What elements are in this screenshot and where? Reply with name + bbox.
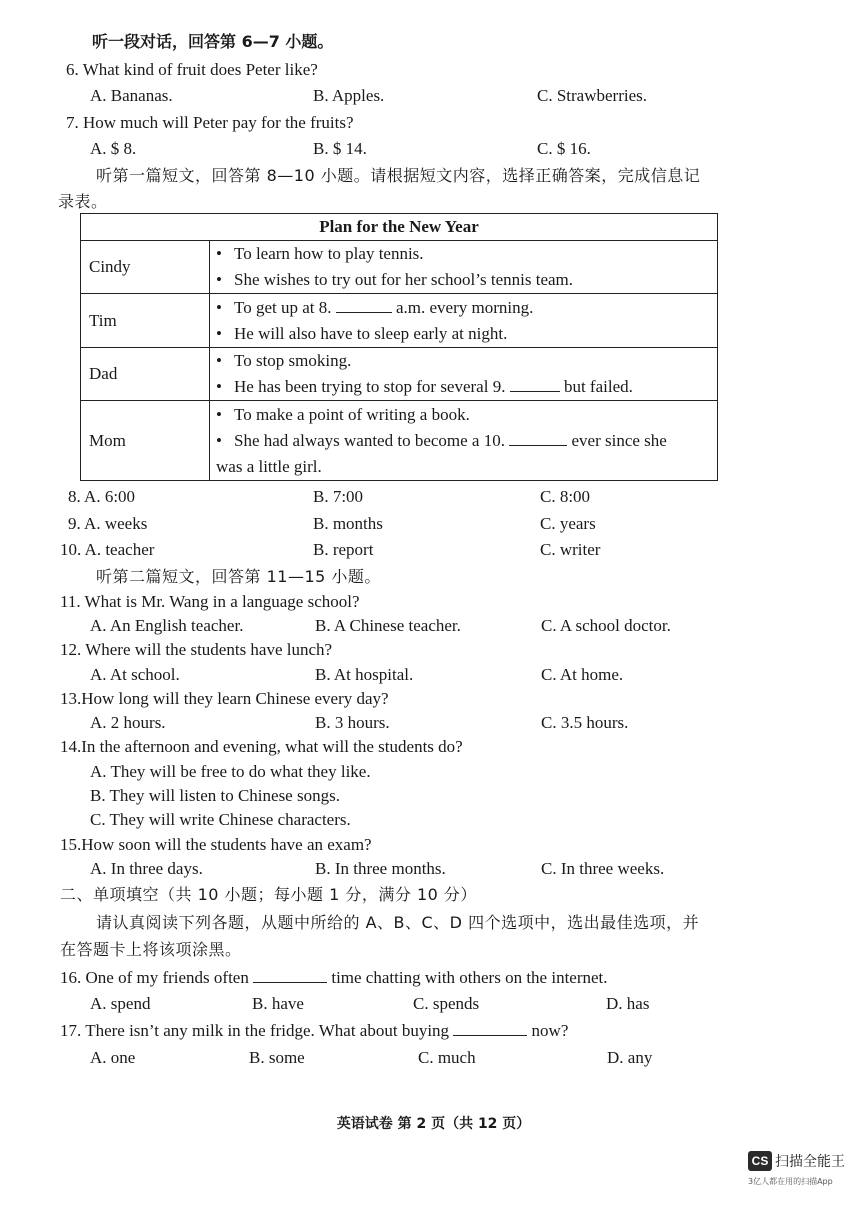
q16-option-a: A. spend bbox=[90, 994, 151, 1013]
q6-option-c: C. Strawberries. bbox=[537, 86, 648, 105]
answer-blank-9 bbox=[510, 377, 560, 392]
q7-option-b: B. $ 14. bbox=[313, 139, 367, 158]
plan-row-name: Tim bbox=[81, 294, 210, 348]
plan-row-cindy bbox=[81, 241, 718, 294]
plan-row-name: Mom bbox=[81, 401, 210, 481]
q16-stem-pre: 16. One of my friends often bbox=[60, 968, 249, 987]
plan-row-content: • To learn how to play tennis. • She wishes to try out for her school’s tennis team. bbox=[210, 241, 718, 294]
section2-heading: 二、单项填空（共 10 小题；每小题 1 分，满分 10 分） bbox=[60, 885, 477, 904]
plan-row-name: Cindy bbox=[81, 241, 210, 294]
q14-option-a: A. They will be free to do what they like. bbox=[90, 762, 371, 781]
q7-option-c: C. $ 16. bbox=[537, 139, 591, 158]
plan-row-content: • To stop smoking. • He has been trying to stop for several 9. but failed. bbox=[210, 348, 718, 401]
q17-stem-post: now? bbox=[531, 1021, 569, 1040]
answer-blank-10 bbox=[509, 431, 567, 446]
plan-row-content: • To make a point of writing a book. • She had always wanted to become a 10. ever since she was a little girl. bbox=[210, 401, 718, 481]
q17-stem-pre: 17. There isn’t any milk in the fridge. What about buying bbox=[60, 1021, 450, 1040]
q13-option-c: C. 3.5 hours. bbox=[541, 713, 629, 732]
q14-option-c: C. They will write Chinese characters. bbox=[90, 810, 351, 829]
q7-stem: 7. How much will Peter pay for the fruits? bbox=[66, 113, 354, 132]
plan-line: To make a point of writing a book. bbox=[234, 404, 470, 424]
q12-option-c: C. At home. bbox=[541, 665, 624, 684]
plan-line: To learn how to play tennis. bbox=[234, 244, 424, 263]
q16-option-d: D. has bbox=[606, 994, 650, 1013]
q17-option-c: C. much bbox=[418, 1048, 476, 1067]
plan-line: ever since she bbox=[571, 430, 667, 450]
plan-line: She had always wanted to become a 10. bbox=[234, 430, 505, 450]
plan-line: He has been trying to stop for several 9. bbox=[234, 377, 506, 396]
q16-stem-post: time chatting with others on the internet. bbox=[331, 968, 608, 987]
q15-option-a: A. In three days. bbox=[90, 859, 203, 878]
q12-option-a: A. At school. bbox=[90, 665, 180, 684]
page-footer: 英语试卷 第 2 页（共 12 页） bbox=[336, 1116, 531, 1132]
q12-stem: 12. Where will the students have lunch? bbox=[60, 640, 333, 659]
q9-option-b: B. months bbox=[313, 514, 383, 533]
q10-option-c: C. writer bbox=[540, 540, 601, 559]
q11-stem: 11. What is Mr. Wang in a language school? bbox=[60, 592, 360, 611]
q17-option-a: A. one bbox=[90, 1048, 136, 1067]
q15-option-b: B. In three months. bbox=[315, 859, 446, 878]
passage1-instruction-line2: 录表。 bbox=[58, 192, 108, 211]
q15-option-c: C. In three weeks. bbox=[541, 859, 665, 878]
plan-row-mom bbox=[81, 401, 718, 481]
scanner-app-name: 扫描全能王 bbox=[775, 1154, 845, 1171]
plan-table bbox=[80, 213, 718, 481]
q7-option-a: A. $ 8. bbox=[90, 139, 137, 158]
plan-row-tim bbox=[81, 294, 718, 348]
scanner-tagline: 3亿人都在用的扫描App bbox=[748, 1177, 833, 1186]
q13-option-a: A. 2 hours. bbox=[90, 713, 166, 732]
q17-stem bbox=[60, 1021, 568, 1041]
plan-line: He will also have to sleep early at night. bbox=[234, 323, 508, 343]
q14-option-b: B. They will listen to Chinese songs. bbox=[90, 786, 340, 805]
answer-blank-8 bbox=[336, 298, 392, 313]
q11-option-b: B. A Chinese teacher. bbox=[315, 616, 461, 635]
plan-line: was a little girl. bbox=[216, 456, 322, 476]
plan-table-title: Plan for the New Year bbox=[81, 214, 718, 241]
q9-option-a: 9. A. weeks bbox=[68, 514, 148, 533]
q9-option-c: C. years bbox=[540, 514, 596, 533]
q16-option-b: B. have bbox=[252, 994, 304, 1013]
q13-stem: 13.How long will they learn Chinese every day? bbox=[60, 689, 389, 708]
plan-row-dad bbox=[81, 348, 718, 401]
passage1-instruction-line1: 听第一篇短文，回答第 8—10 小题。请根据短文内容，选择正确答案，完成信息记 bbox=[96, 166, 701, 185]
q8-option-b: B. 7:00 bbox=[313, 487, 364, 506]
answer-blank-17 bbox=[453, 1021, 527, 1036]
q17-option-b: B. some bbox=[249, 1048, 305, 1067]
plan-line: but failed. bbox=[563, 377, 633, 396]
plan-line: To stop smoking. bbox=[234, 351, 352, 370]
plan-line: To get up at 8. bbox=[234, 297, 332, 317]
q11-option-a: A. An English teacher. bbox=[90, 616, 244, 635]
q16-option-c: C. spends bbox=[413, 994, 480, 1013]
q16-stem bbox=[60, 968, 608, 988]
passage2-instruction: 听第二篇短文，回答第 11—15 小题。 bbox=[96, 567, 381, 586]
plan-row-content: • To get up at 8. a.m. every morning. • He will also have to sleep early at night. bbox=[210, 294, 718, 348]
q8-option-a: 8. A. 6:00 bbox=[68, 487, 136, 506]
answer-blank-16 bbox=[253, 968, 327, 983]
q6-stem: 6. What kind of fruit does Peter like? bbox=[66, 60, 318, 79]
q11-option-c: C. A school doctor. bbox=[541, 616, 671, 635]
q13-option-b: B. 3 hours. bbox=[315, 713, 390, 732]
q10-option-a: 10. A. teacher bbox=[60, 540, 155, 559]
q6-option-a: A. Bananas. bbox=[90, 86, 173, 105]
q6-option-b: B. Apples. bbox=[313, 86, 385, 105]
cs-logo-icon: CS bbox=[748, 1151, 772, 1171]
q10-option-b: B. report bbox=[313, 540, 374, 559]
q14-stem: 14.In the afternoon and evening, what will the students do? bbox=[60, 737, 463, 756]
dialog-instruction: 听一段对话，回答第 6—7 小题。 bbox=[92, 32, 334, 51]
q15-stem: 15.How soon will the students have an exam? bbox=[60, 835, 372, 854]
section2-instruction-line2: 在答题卡上将该项涂黑。 bbox=[60, 940, 242, 959]
section2-instruction-line1: 请认真阅读下列各题，从题中所给的 A、B、C、D 四个选项中，选出最佳选项，并 bbox=[96, 913, 700, 932]
q12-option-b: B. At hospital. bbox=[315, 665, 414, 684]
scanner-logo bbox=[748, 1150, 845, 1171]
plan-line: She wishes to try out for her school’s tennis team. bbox=[234, 270, 574, 289]
plan-row-name: Dad bbox=[81, 348, 210, 401]
plan-line: a.m. every morning. bbox=[395, 297, 534, 317]
q17-option-d: D. any bbox=[607, 1048, 653, 1067]
q8-option-c: C. 8:00 bbox=[540, 487, 591, 506]
